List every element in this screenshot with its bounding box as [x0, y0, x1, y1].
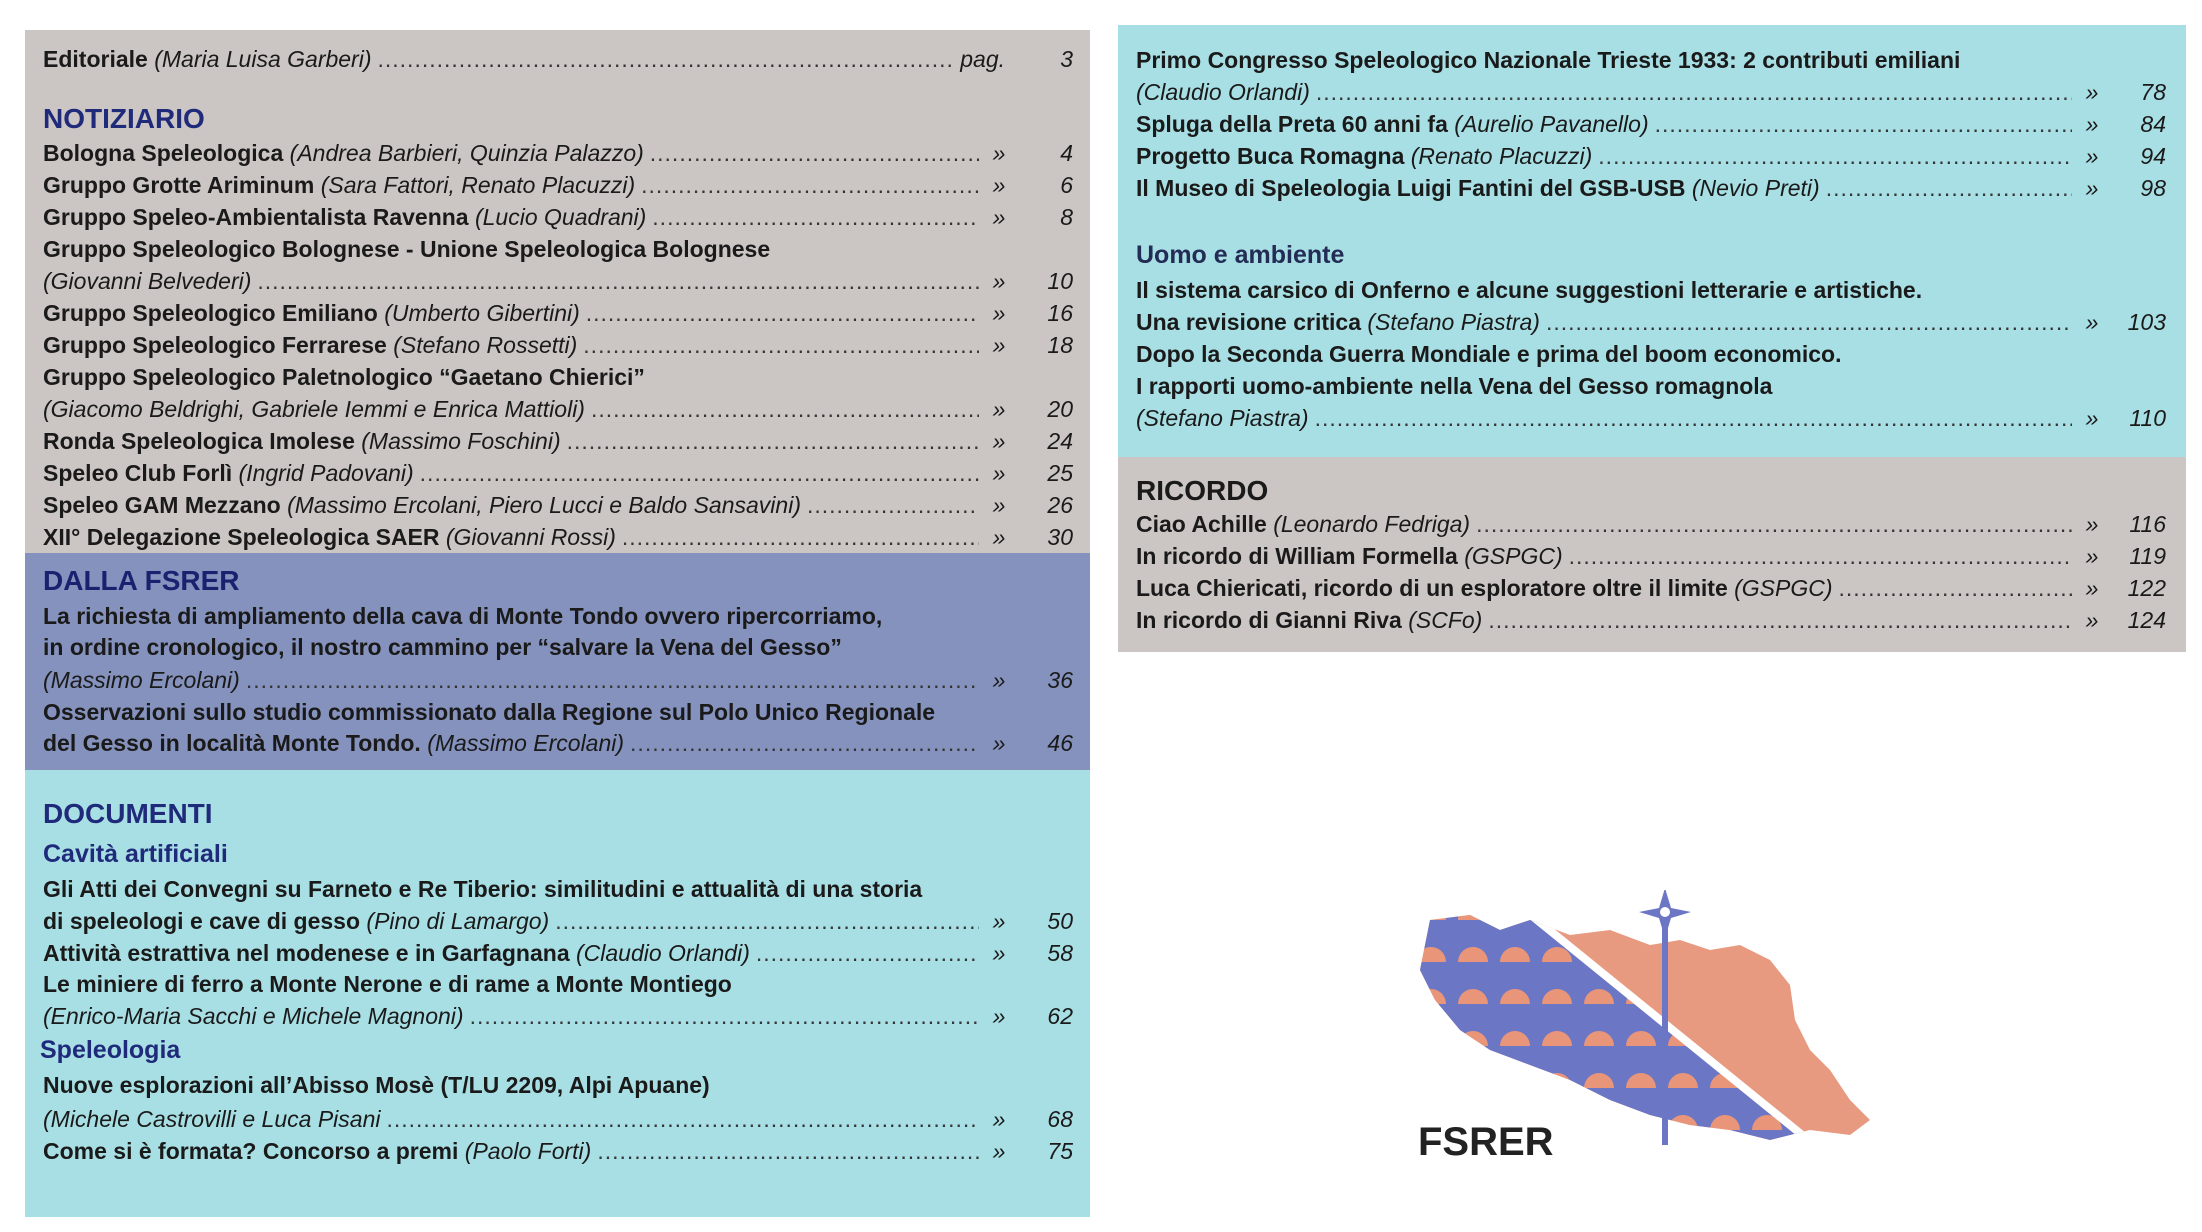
page-number: 36: [1047, 667, 1073, 693]
toc-entry[interactable]: [43, 202, 1073, 232]
ditto-mark: »: [992, 140, 1006, 166]
ditto-mark: »: [2085, 511, 2099, 537]
page-number: 62: [1047, 1003, 1073, 1029]
entry-title: Spluga della Preta 60 anni fa: [1136, 111, 1448, 137]
toc-entry[interactable]: [43, 728, 1073, 758]
toc-entry-title-line[interactable]: [43, 697, 1073, 727]
subsection-heading: Uomo e ambiente: [1136, 241, 1345, 269]
toc-entry[interactable]: [43, 458, 1073, 488]
ditto-mark: »: [2085, 111, 2099, 137]
logo-label: FSRER: [1418, 1120, 1554, 1164]
ditto-mark: »: [2085, 175, 2099, 201]
dot-leader: [1598, 141, 2072, 171]
section-heading: RICORDO: [1136, 475, 1269, 506]
entry-title: In ricordo di Gianni Riva: [1136, 607, 1402, 633]
entry-author: (Umberto Gibertini): [384, 300, 580, 326]
entry-title: Nuove esplorazioni all’Abisso Mosè (T/LU 2209, Alpi Apuane): [43, 1072, 710, 1098]
toc-entry[interactable]: [1136, 509, 2166, 539]
entry-author: (Leonardo Fedriga): [1273, 511, 1471, 537]
page-number: 122: [2127, 575, 2166, 601]
dot-leader: [378, 44, 955, 74]
dot-leader: [420, 458, 979, 488]
toc-entry-title-line[interactable]: [43, 969, 1073, 999]
entry-author: (Pino di Lamargo): [366, 908, 550, 934]
toc-entry[interactable]: [1136, 141, 2166, 171]
entry-title: Ronda Speleologica Imolese: [43, 428, 355, 454]
page-number: 20: [1047, 396, 1073, 422]
toc-entry[interactable]: [43, 522, 1073, 552]
subsection-heading: Speleologia: [40, 1036, 181, 1064]
entry-title: Come si è formata? Concorso a premi: [43, 1138, 459, 1164]
entry-title: XII° Delegazione Speleologica SAER: [43, 524, 440, 550]
page-number: 46: [1047, 730, 1073, 756]
toc-entry[interactable]: [43, 1104, 1073, 1134]
page-number: 10: [1047, 268, 1073, 294]
ditto-mark: »: [2085, 405, 2099, 431]
toc-entry[interactable]: [43, 138, 1073, 168]
entry-author: (Ingrid Padovani): [238, 460, 414, 486]
entry-title: Ciao Achille: [1136, 511, 1267, 537]
entry-title: Bologna Speleologica: [43, 140, 284, 166]
entry-title: Gruppo Speleologico Emiliano: [43, 300, 378, 326]
toc-entry-title-line[interactable]: [43, 234, 1073, 264]
dot-leader: [1839, 573, 2072, 603]
ricordo-section: [1118, 457, 2186, 652]
entry-author: (Claudio Orlandi): [1136, 79, 1310, 105]
toc-entry[interactable]: [43, 938, 1073, 968]
page-number: 124: [2127, 607, 2166, 633]
ditto-mark: »: [992, 667, 1006, 693]
entry-title: I rapporti uomo-ambiente nella Vena del Gesso romagnola: [1136, 373, 1773, 399]
dot-leader: [246, 665, 979, 695]
entry-title: Gruppo Speleologico Paletnologico “Gaetano Chierici”: [43, 364, 645, 390]
dot-leader: [586, 298, 979, 328]
entry-author: (GSPGC): [1464, 543, 1563, 569]
page-number: 18: [1047, 332, 1073, 358]
entry-title: Il sistema carsico di Onferno e alcune suggestioni letterarie e artistiche.: [1136, 277, 1923, 303]
compass-star-icon: [1639, 890, 1691, 938]
toc-entry[interactable]: [43, 266, 1073, 296]
ditto-mark: »: [2085, 607, 2099, 633]
ditto-mark: »: [2085, 543, 2099, 569]
entry-title: Una revisione critica: [1136, 309, 1361, 335]
toc-entry[interactable]: [1136, 541, 2166, 571]
toc-entry[interactable]: [43, 906, 1073, 936]
editoriale-band: [25, 30, 1090, 93]
ditto-mark: »: [992, 1138, 1006, 1164]
ditto-mark: »: [992, 730, 1006, 756]
section-heading: DALLA FSRER: [43, 565, 240, 596]
toc-entry[interactable]: [1136, 173, 2166, 203]
dot-leader: [756, 938, 979, 968]
entry-title: Il Museo di Speleologia Luigi Fantini del GSB-USB: [1136, 175, 1686, 201]
entry-author: (Stefano Piastra): [1136, 405, 1309, 431]
page-number: 58: [1047, 940, 1073, 966]
dot-leader: [386, 1104, 979, 1134]
page-number: 103: [2127, 309, 2166, 335]
toc-entry-title-line[interactable]: [1136, 371, 2166, 401]
dot-leader: [1569, 541, 2072, 571]
entry-title: Gli Atti dei Convegni su Farneto e Re Tiberio: similitudini e attualità di una storia: [43, 876, 923, 902]
ditto-mark: »: [992, 172, 1006, 198]
ditto-mark: »: [992, 940, 1006, 966]
dot-leader: [597, 1136, 979, 1166]
storia-section: [1118, 25, 2186, 457]
entry-author: (Claudio Orlandi): [576, 940, 750, 966]
ditto-mark: »: [992, 428, 1006, 454]
dot-leader: [257, 266, 979, 296]
entry-author: (Lucio Quadrani): [474, 204, 647, 230]
entry-author: (GSPGC): [1734, 575, 1833, 601]
entry-title: In ricordo di William Formella: [1136, 543, 1458, 569]
toc-entry[interactable]: [43, 1001, 1073, 1031]
toc-entry-title-line[interactable]: [43, 601, 1073, 631]
toc-entry[interactable]: [1136, 77, 2166, 107]
toc-entry[interactable]: [43, 490, 1073, 520]
dot-leader: [652, 202, 979, 232]
entry-title: Gruppo Speleo-Ambientalista Ravenna: [43, 204, 469, 230]
dot-leader: [1546, 307, 2072, 337]
entry-title: di speleologi e cave di gesso: [43, 908, 361, 934]
entry-author: (Enrico-Maria Sacchi e Michele Magnoni): [43, 1003, 464, 1029]
ditto-mark: »: [992, 492, 1006, 518]
toc-entry-title-line[interactable]: [1136, 339, 2166, 369]
entry-title: Speleo Club Forlì: [43, 460, 233, 486]
ditto-mark: »: [992, 908, 1006, 934]
toc-entry[interactable]: [43, 44, 1073, 74]
ditto-mark: »: [2085, 79, 2099, 105]
page-number: 24: [1047, 428, 1073, 454]
dot-leader: [555, 906, 979, 936]
entry-title: Gruppo Speleologico Bolognese - Unione Speleologica Bolognese: [43, 236, 771, 262]
entry-author: (Michele Castrovilli e Luca Pisani: [43, 1106, 381, 1132]
entry-title: in ordine cronologico, il nostro cammino per “salvare la Vena del Gesso”: [43, 634, 842, 660]
ditto-mark: »: [992, 300, 1006, 326]
dot-leader: [641, 170, 979, 200]
page-number: 6: [1060, 172, 1073, 198]
page-number: 116: [2129, 511, 2166, 537]
pag-label: pag.: [960, 46, 1005, 72]
toc-entry[interactable]: [1136, 605, 2166, 635]
entry-title: Gruppo Grotte Ariminum: [43, 172, 315, 198]
section-heading: NOTIZIARIO: [43, 103, 205, 134]
toc-entry[interactable]: [43, 665, 1073, 695]
ditto-mark: »: [992, 268, 1006, 294]
page-number: 84: [2140, 111, 2166, 137]
page-number: 25: [1047, 460, 1073, 486]
entry-title: Osservazioni sullo studio commissionato dalla Regione sul Polo Unico Regionale: [43, 699, 936, 725]
dot-leader: [1476, 509, 2072, 539]
toc-entry-title-line[interactable]: [1136, 45, 2166, 75]
toc-entry[interactable]: [1136, 403, 2166, 433]
entry-title: Speleo GAM Mezzano: [43, 492, 281, 518]
entry-author: (Nevio Preti): [1691, 175, 1820, 201]
ditto-mark: »: [992, 524, 1006, 550]
page-number: 98: [2140, 175, 2166, 201]
page-number: 26: [1047, 492, 1073, 518]
dot-leader: [1655, 109, 2072, 139]
toc-entry[interactable]: [43, 394, 1073, 424]
entry-title: Editoriale: [43, 46, 148, 72]
ditto-mark: »: [992, 396, 1006, 422]
page-number: 75: [1047, 1138, 1073, 1164]
page-number: 110: [2129, 405, 2166, 431]
ditto-mark: »: [992, 1106, 1006, 1132]
ditto-mark: »: [992, 204, 1006, 230]
dot-leader: [807, 490, 979, 520]
page-number: 3: [1060, 46, 1073, 72]
dot-leader: [630, 728, 979, 758]
entry-title: Gruppo Speleologico Ferrarese: [43, 332, 387, 358]
page-number: 4: [1060, 140, 1073, 166]
dot-leader: [1826, 173, 2072, 203]
ditto-mark: »: [2085, 309, 2099, 335]
toc-entry[interactable]: [43, 330, 1073, 360]
page-number: 94: [2140, 143, 2166, 169]
entry-author: (Maria Luisa Garberi): [154, 46, 372, 72]
toc-entry[interactable]: [1136, 109, 2166, 139]
page-number: 78: [2140, 79, 2166, 105]
toc-entry-title-line[interactable]: [1136, 275, 2166, 305]
toc-entry-title-line[interactable]: [43, 874, 1073, 904]
entry-author: (Renato Placuzzi): [1410, 143, 1593, 169]
dalla-fsrer-section: [25, 553, 1090, 770]
toc-entry[interactable]: [43, 426, 1073, 456]
dot-leader: [1488, 605, 2072, 635]
ditto-mark: »: [2085, 575, 2099, 601]
page-number: 68: [1047, 1106, 1073, 1132]
toc-entry[interactable]: [43, 1136, 1073, 1166]
dot-leader: [583, 330, 979, 360]
entry-title: Dopo la Seconda Guerra Mondiale e prima del boom economico.: [1136, 341, 1842, 367]
toc-entry-title-line[interactable]: [43, 362, 1073, 392]
dot-leader: [1316, 77, 2072, 107]
entry-title: Luca Chiericati, ricordo di un esploratore oltre il limite: [1136, 575, 1728, 601]
notiziario-section: [25, 93, 1090, 553]
ditto-mark: »: [2085, 143, 2099, 169]
page-number: 119: [2129, 543, 2166, 569]
page-number: 8: [1060, 204, 1073, 230]
entry-title: La richiesta di ampliamento della cava di Monte Tondo ovvero ripercorriamo,: [43, 603, 883, 629]
page-number: 16: [1047, 300, 1073, 326]
toc-entry[interactable]: [1136, 307, 2166, 337]
entry-author: (Sara Fattori, Renato Placuzzi): [320, 172, 636, 198]
toc-entry-title-line[interactable]: [43, 632, 1073, 662]
documenti-section: [25, 770, 1090, 1217]
entry-author: (Paolo Forti): [464, 1138, 592, 1164]
entry-title: Le miniere di ferro a Monte Nerone e di rame a Monte Montiego: [43, 971, 732, 997]
toc-entry[interactable]: [43, 298, 1073, 328]
entry-author: (Aurelio Pavanello): [1454, 111, 1649, 137]
entry-title: Primo Congresso Speleologico Nazionale Trieste 1933: 2 contributi emiliani: [1136, 47, 1961, 73]
entry-author: (Stefano Piastra): [1367, 309, 1540, 335]
entry-author: (Andrea Barbieri, Quinzia Palazzo): [289, 140, 644, 166]
entry-author: (Giacomo Beldrighi, Gabriele Iemmi e Enrica Mattioli): [43, 396, 585, 422]
entry-author: (Massimo Ercolani, Piero Lucci e Baldo Sansavini): [287, 492, 801, 518]
entry-author: (Giovanni Rossi): [445, 524, 616, 550]
entry-author: (Massimo Ercolani): [427, 730, 625, 756]
entry-author: (Giovanni Belvederi): [43, 268, 252, 294]
dot-leader: [470, 1001, 979, 1031]
entry-author: (Massimo Foschini): [361, 428, 561, 454]
dot-leader: [622, 522, 979, 552]
dot-leader: [1315, 403, 2072, 433]
entry-title: del Gesso in località Monte Tondo.: [43, 730, 421, 756]
dot-leader: [591, 394, 979, 424]
entry-title: Attività estrattiva nel modenese e in Garfagnana: [43, 940, 570, 966]
page-number: 30: [1047, 524, 1073, 550]
ditto-mark: »: [992, 460, 1006, 486]
dot-leader: [650, 138, 979, 168]
ditto-mark: »: [992, 1003, 1006, 1029]
entry-author: (Stefano Rossetti): [393, 332, 578, 358]
toc-entry[interactable]: [43, 170, 1073, 200]
entry-author: (Massimo Ercolani): [43, 667, 240, 693]
ditto-mark: »: [992, 332, 1006, 358]
section-heading: DOCUMENTI: [43, 798, 213, 829]
entry-author: (SCFo): [1408, 607, 1483, 633]
dot-leader: [567, 426, 979, 456]
toc-entry-title-line[interactable]: [43, 1070, 1073, 1100]
page-number: 50: [1047, 908, 1073, 934]
entry-title: Progetto Buca Romagna: [1136, 143, 1405, 169]
subsection-heading: Cavità artificiali: [43, 840, 228, 868]
toc-entry[interactable]: [1136, 573, 2166, 603]
